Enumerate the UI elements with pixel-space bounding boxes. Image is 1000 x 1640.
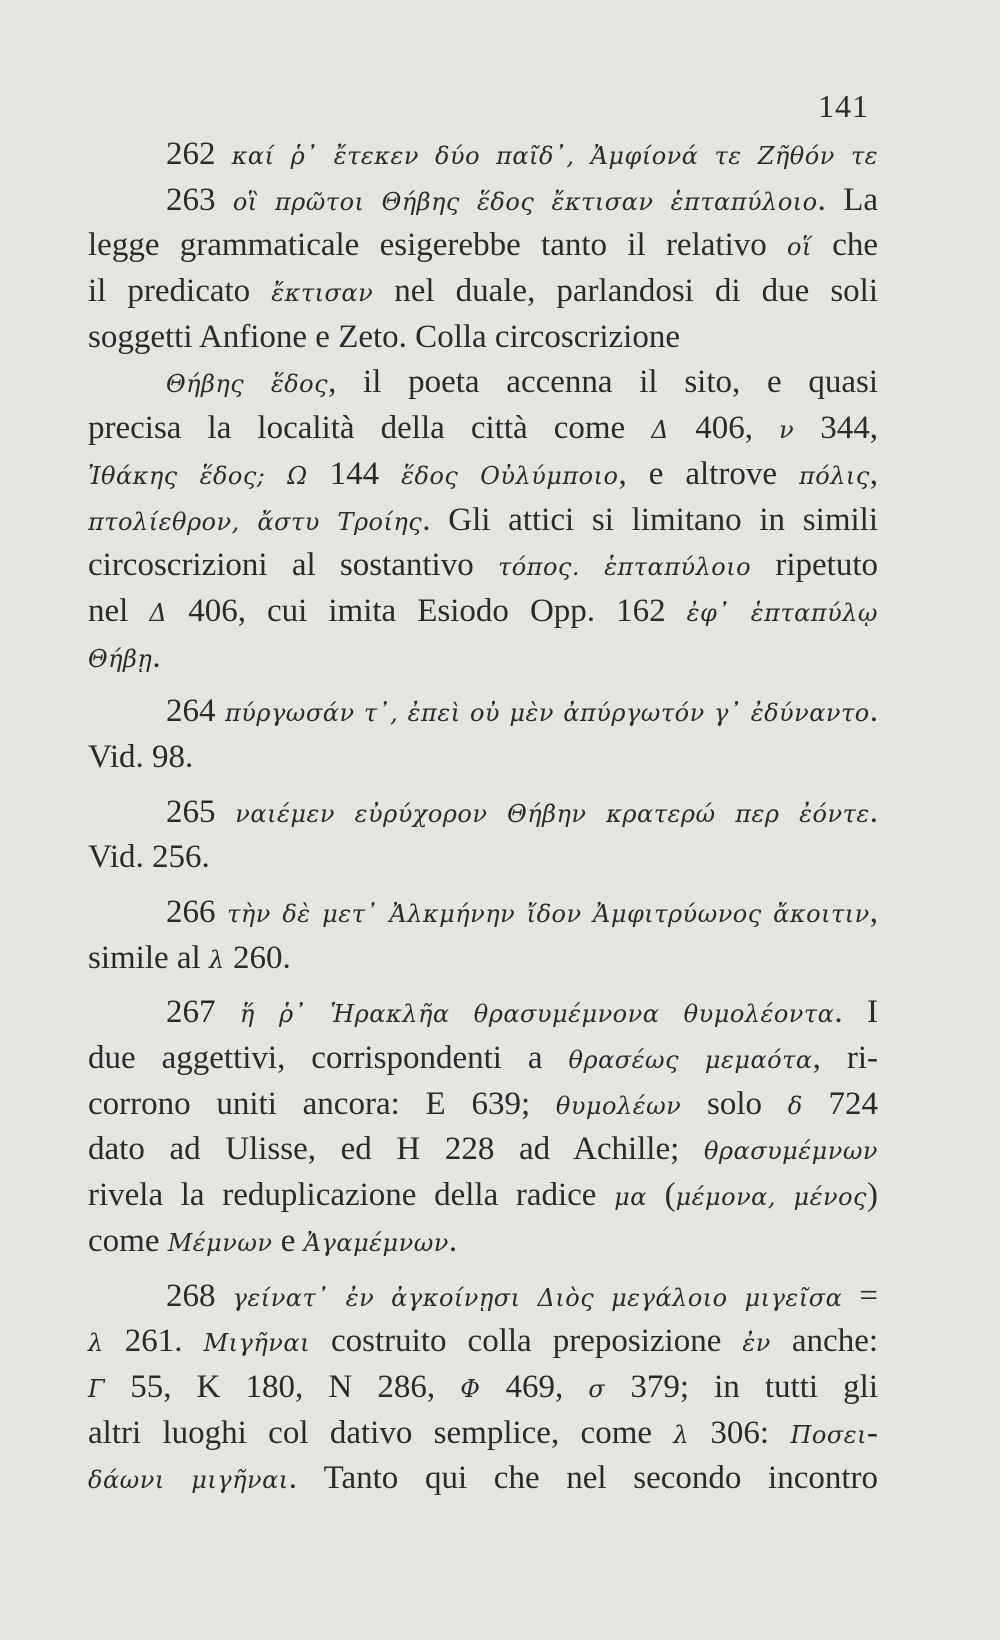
text-line: altri luoghi col dativo semplice, come λ 306: Ποσει-	[88, 1414, 879, 1451]
text-line: δάωνι μιγῆναι. Tanto qui che nel secondo incontro	[88, 1460, 879, 1497]
text-line: soggetti Anfione e Zeto. Colla circoscrizione	[88, 318, 680, 355]
text-line: 262 καί ῥ᾽ ἔτεκεν δύο παῖδ᾽, Ἀμφίονά τε Ζῆθόν τε	[166, 136, 878, 172]
text-line: 268 γείνατ᾽ ἐν ἀγκοίνῃσι Διὸς μεγάλοιο μιγεῖσα =	[166, 1277, 879, 1314]
text-line: corrono uniti ancora: E 639; θυμολέων solo δ 724	[88, 1085, 878, 1122]
text-line: Θήβῃ.	[88, 638, 161, 675]
text-line: come Μέμνων e Ἀγαμέμνων.	[88, 1222, 458, 1259]
text-line: precisa la località della città come Δ 406, ν 344,	[88, 410, 879, 447]
text-line: 265 ναιέμεν εὐρύχορον Θήβην κρατερώ περ ἐόντε.	[166, 793, 878, 830]
text-line: simile al λ 260.	[88, 939, 291, 976]
text-line: Vid. 256.	[88, 839, 210, 876]
text-line: Γ 55, K 180, N 286, Φ 469, σ 379; in tutti gli	[88, 1368, 878, 1405]
text-line: legge grammaticale esigerebbe tanto il relativo οἵ che	[88, 227, 879, 264]
text-line: Ἰθάκης ἕδος; Ω 144 ἕδος Οὐλύμποιο, e altrove πόλις,	[88, 455, 879, 492]
text-line: πτολίεθρον, ἄστυ Τροίης. Gli attici si limitano in simili	[88, 501, 878, 538]
text-line: 263 οἳ πρῶτοι Θήβης ἕδος ἔκτισαν ἑπταπύλοιο. La	[166, 181, 878, 218]
text-line: Θήβης ἕδος, il poeta accenna il sito, e quasi	[166, 364, 878, 401]
text-line: λ 261. Μιγῆναι costruito colla preposizione ἐν anche:	[88, 1323, 879, 1360]
text-line: 266 τὴν δὲ μετ᾽ Ἀλκμήνην ἴδον Ἀμφιτρύωνος ἄκοιτιν,	[166, 894, 879, 930]
text-line: 267 ἥ ῥ᾽ Ἡρακλῆα θρασυμέμνονα θυμολέοντα. I	[166, 994, 879, 1031]
text-line: dato ad Ulisse, ed H 228 ad Achille; θρασυμέμνων	[88, 1131, 878, 1168]
text-line: Vid. 98.	[88, 738, 194, 775]
page-number: 141	[818, 88, 869, 124]
text-line: due aggettivi, corrispondenti a θρασέως μεμαότα, ri-	[88, 1040, 878, 1077]
text-line: 264 πύργωσάν τ᾽, ἐπεὶ οὐ μὲν ἀπύργωτόν γ᾽ ἐδύναντο.	[166, 693, 878, 730]
text-line: circoscrizioni al sostantivo τόπος. ἑπταπύλοιο ripetuto	[88, 547, 878, 584]
text-line: il predicato ἔκτισαν nel duale, parlandosi di due soli	[88, 273, 878, 310]
commentary-text	[88, 132, 878, 1502]
text-line: rivela la reduplicazione della radice μα (μέμονα, μένος)	[88, 1177, 878, 1214]
text-line: nel Δ 406, cui imita Esiodo Opp. 162 ἐφ᾽ ἑπταπύλῳ	[88, 592, 878, 629]
